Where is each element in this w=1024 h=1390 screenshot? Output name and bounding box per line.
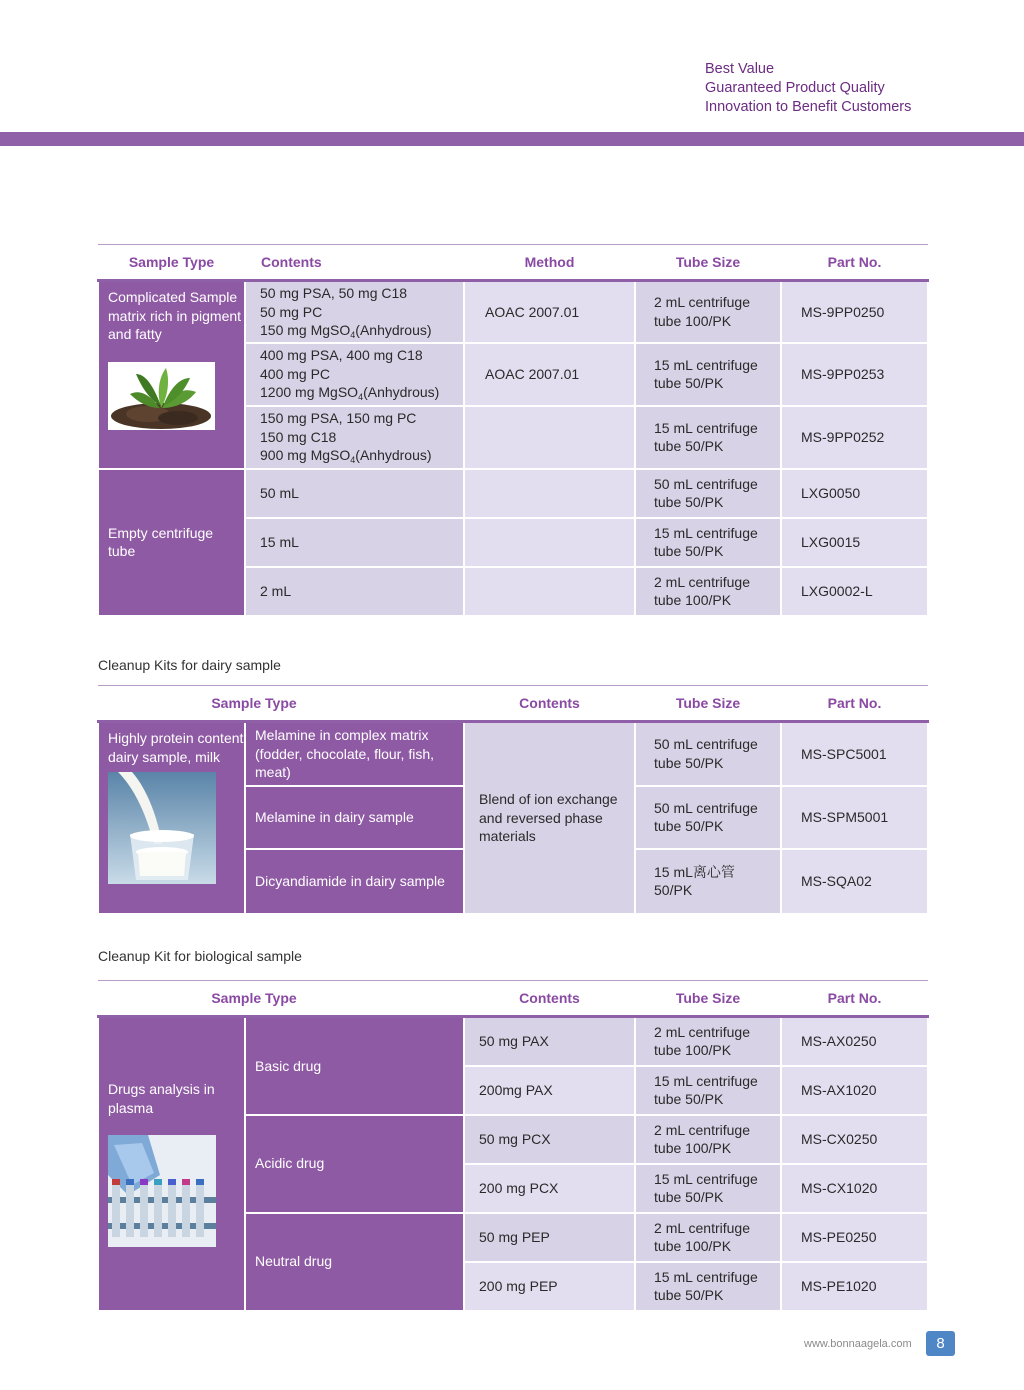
table-header-row [98, 981, 928, 1017]
sample-type-label: Drugs analysis in plasma [108, 1081, 215, 1116]
contents-line: 50 mg PC [260, 303, 323, 320]
contents-cell: 200mg PAX [464, 1066, 635, 1115]
contents-cell: 2 mL [245, 567, 464, 616]
contents-cell: 200 mg PCX [464, 1164, 635, 1213]
tube-line: 15 mL centrifuge [654, 356, 758, 373]
tube-line: 15 mL centrifuge [654, 1170, 758, 1187]
header-contents: Contents [464, 686, 635, 722]
method-cell [464, 567, 635, 616]
tube-size-cell [635, 1164, 781, 1213]
header-contents: Contents [464, 981, 635, 1017]
header-sample-type: Sample Type [98, 981, 464, 1017]
slogan-block [705, 60, 911, 117]
sample-type-label: Complicated Sample matrix rich in pigment and fatty [108, 289, 242, 342]
contents-line: 400 mg PSA, 400 mg C18 [260, 347, 423, 364]
header-sample-type: Sample Type [98, 686, 464, 722]
contents-cell: 200 mg PEP [464, 1262, 635, 1311]
tube-size-cell [635, 1017, 781, 1066]
contents-cell: 50 mL [245, 469, 464, 518]
part-no-cell: LXG0050 [781, 469, 928, 518]
tube-line: tube 50/PK [654, 375, 724, 391]
tube-line: tube 50/PK [654, 438, 724, 454]
tube-size-cell [635, 518, 781, 567]
page-number-badge: 8 [926, 1331, 955, 1356]
contents-line: 1200 mg MgSO$_4$(Anhydrous) [260, 384, 440, 403]
table-row [98, 469, 928, 518]
contents-cell [245, 281, 464, 343]
method-cell [464, 469, 635, 518]
part-no-cell: LXG0015 [781, 518, 928, 567]
tube-line: 50/PK [654, 882, 693, 898]
contents-line: 400 mg PC [260, 365, 331, 382]
slogan-line-2: Guaranteed Product Quality [705, 80, 885, 96]
part-no-cell: MS-9PP0250 [781, 281, 928, 343]
tube-size-cell [635, 1262, 781, 1311]
product-table-dairy [97, 685, 929, 915]
part-no-cell: MS-PE0250 [781, 1213, 928, 1262]
tube-size-cell [635, 343, 781, 406]
header-part-no: Part No. [781, 981, 928, 1017]
header-sample-type: Sample Type [98, 245, 245, 281]
contents-line: 150 mg PSA, 150 mg PC [260, 410, 417, 427]
tube-line: tube 50/PK [654, 543, 724, 559]
tube-line: 2 mL centrifuge [654, 573, 750, 590]
part-no-cell: MS-SPC5001 [781, 722, 928, 786]
tube-line: 2 mL centrifuge [654, 1121, 750, 1138]
part-no-cell: MS-AX1020 [781, 1066, 928, 1115]
tube-size-cell [635, 1213, 781, 1262]
table-row [98, 722, 928, 786]
milk-glass-photo [108, 772, 216, 884]
part-no-cell: MS-9PP0252 [781, 406, 928, 469]
part-no-cell: MS-CX0250 [781, 1115, 928, 1164]
lab-test-tubes-photo [108, 1135, 216, 1247]
sample-type-cell: Empty centrifuge tube [98, 469, 245, 616]
contents-cell: 50 mg PAX [464, 1017, 635, 1066]
tube-line: tube 50/PK [654, 494, 724, 510]
table-row [98, 1017, 928, 1066]
header-band [0, 132, 1024, 146]
sub-type-cell: Dicyandiamide in dairy sample [245, 849, 464, 914]
tube-size-cell [635, 281, 781, 343]
slogan-line-3: Innovation to Benefit Customers [705, 99, 912, 115]
tube-size-cell [635, 1066, 781, 1115]
tube-line: tube 100/PK [654, 1238, 732, 1254]
contents-cell: Blend of ion exchange and reversed phase materials [464, 722, 635, 914]
contents-cell [245, 343, 464, 406]
contents-cell: 50 mg PEP [464, 1213, 635, 1262]
tube-line: 2 mL centrifuge [654, 1023, 750, 1040]
table-header-row [98, 245, 928, 281]
tube-size-cell [635, 849, 781, 914]
tube-line: tube 100/PK [654, 592, 732, 608]
header-part-no: Part No. [781, 245, 928, 281]
contents-line: 150 mg MgSO$_4$(Anhydrous) [260, 322, 432, 340]
sub-type-cell: Melamine in dairy sample [245, 786, 464, 849]
biological-kit-caption: Cleanup Kit for biological sample [98, 948, 302, 964]
tube-size-cell [635, 1115, 781, 1164]
sample-type-cell [98, 722, 245, 914]
header-tube-size: Tube Size [635, 245, 781, 281]
table-header-row [98, 686, 928, 722]
tube-line: tube 100/PK [654, 1140, 732, 1156]
website-link[interactable]: www.bonnaagela.com [804, 1338, 912, 1350]
tube-line: tube 100/PK [654, 1042, 732, 1059]
tube-line: 50 mL centrifuge [654, 475, 758, 492]
part-no-cell: MS-9PP0253 [781, 343, 928, 406]
tube-line: 15 mL centrifuge [654, 419, 758, 436]
tube-line: 2 mL centrifuge [654, 1219, 750, 1236]
part-no-cell: MS-PE1020 [781, 1262, 928, 1311]
slogan-line-1: Best Value [705, 61, 775, 77]
tube-size-cell [635, 722, 781, 786]
part-no-cell: MS-AX0250 [781, 1017, 928, 1066]
product-table-biological [97, 980, 929, 1312]
tube-line: 15 mL centrifuge [654, 1072, 758, 1089]
sub-type-cell: Acidic drug [245, 1115, 464, 1213]
contents-line: 900 mg MgSO$_4$(Anhydrous) [260, 447, 432, 466]
tube-line: 15 mL centrifuge [654, 524, 758, 541]
header-tube-size: Tube Size [635, 686, 781, 722]
contents-line: 150 mg C18 [260, 428, 337, 445]
part-no-cell: LXG0002-L [781, 567, 928, 616]
contents-cell [245, 406, 464, 469]
header-method: Method [464, 245, 635, 281]
tube-line: tube 100/PK [654, 312, 732, 329]
tube-size-cell [635, 406, 781, 469]
header-contents: Contents [245, 245, 464, 281]
tube-size-cell [635, 786, 781, 849]
method-cell [464, 518, 635, 567]
tube-line: tube 50/PK [654, 754, 724, 771]
product-table-pigment [97, 244, 929, 617]
tube-line: tube 50/PK [654, 1287, 724, 1303]
method-cell [464, 406, 635, 469]
tube-line: 15 mL centrifuge [654, 1268, 758, 1285]
method-cell: AOAC 2007.01 [464, 281, 635, 343]
tube-size-cell [635, 469, 781, 518]
sub-type-cell: Neutral drug [245, 1213, 464, 1311]
tube-line: tube 50/PK [654, 1189, 724, 1205]
table-row [98, 281, 928, 343]
tube-line: tube 50/PK [654, 1091, 724, 1107]
dairy-kit-caption: Cleanup Kits for dairy sample [98, 657, 281, 673]
part-no-cell: MS-SPM5001 [781, 786, 928, 849]
tube-line: 2 mL centrifuge [654, 294, 750, 311]
contents-line: 50 mg PSA, 50 mg C18 [260, 285, 408, 301]
tube-line: 15 mL离心管 [654, 863, 735, 880]
part-no-cell: MS-CX1020 [781, 1164, 928, 1213]
tube-size-cell [635, 567, 781, 616]
tea-leaves-soil-photo [108, 362, 215, 430]
tube-line: 50 mL centrifuge [654, 799, 758, 816]
header-tube-size: Tube Size [635, 981, 781, 1017]
sub-type-cell: Melamine in complex matrix (fodder, chocolate, flour, fish, meat) [245, 722, 464, 786]
sample-type-cell [98, 1017, 245, 1311]
contents-cell: 50 mg PCX [464, 1115, 635, 1164]
contents-cell: 15 mL [245, 518, 464, 567]
header-part-no: Part No. [781, 686, 928, 722]
method-cell: AOAC 2007.01 [464, 343, 635, 406]
tube-line: tube 50/PK [654, 818, 724, 834]
sample-type-label: Highly protein content dairy sample, milk [108, 730, 244, 765]
sub-type-cell: Basic drug [245, 1017, 464, 1115]
tube-line: 50 mL centrifuge [654, 736, 758, 753]
part-no-cell: MS-SQA02 [781, 849, 928, 914]
sample-type-cell [98, 281, 245, 469]
